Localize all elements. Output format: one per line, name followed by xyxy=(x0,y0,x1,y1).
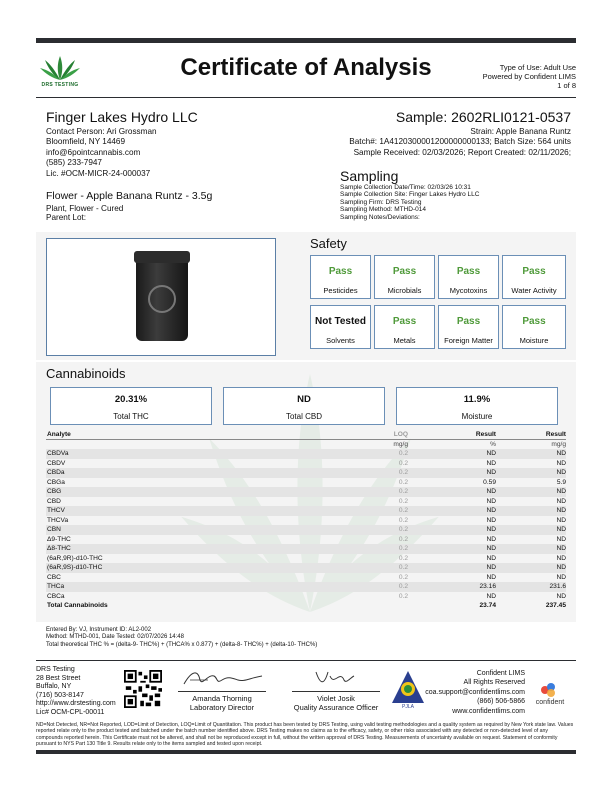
method-line: Method: MTHD-001, Date Tested: 02/07/2026 14:48 xyxy=(46,634,184,641)
loq-cell: 0.2 xyxy=(346,525,426,535)
sampling-info xyxy=(340,184,479,221)
conf-name: Confident LIMS xyxy=(476,670,525,677)
result-percent-cell: ND xyxy=(426,525,496,535)
safety-result: Not Tested xyxy=(315,316,366,327)
analyte-cell: CBDV xyxy=(47,459,66,467)
analyte-cell: CBN xyxy=(46,525,346,535)
result-percent-cell: ND xyxy=(426,544,496,554)
table-row xyxy=(46,582,566,592)
loq-cell: 0.2 xyxy=(346,582,426,592)
result-percent-cell: ND xyxy=(486,497,496,505)
analyte-cell: CBGa xyxy=(47,478,65,486)
client-license: Lic. #OCM-MICR-24-000037 xyxy=(46,168,151,178)
director-signature xyxy=(178,666,268,690)
logo-text: DRS TESTING xyxy=(41,82,79,88)
signer-name: Amanda Thorning xyxy=(192,694,252,703)
confident-logo-icon xyxy=(540,682,556,698)
signer-name: Violet Josik xyxy=(317,694,355,703)
loq-cell: 0.2 xyxy=(398,497,408,505)
page-title: Certificate of Analysis xyxy=(180,54,432,81)
result-mgg-cell: ND xyxy=(556,573,566,581)
summary-label: Total THC xyxy=(113,412,149,421)
result-mgg-cell: ND xyxy=(556,535,566,543)
analyte-cell: (6aR,9S)-d10-THC xyxy=(46,563,346,573)
signer-director xyxy=(170,694,274,712)
column-header: Analyte xyxy=(46,430,346,440)
contact-person: Contact Person: Ari Grossman xyxy=(46,127,157,136)
safety-test-microbials xyxy=(374,255,435,299)
loq-cell: 0.2 xyxy=(346,449,426,459)
safety-label: Microbials xyxy=(387,286,422,295)
loq-cell: 0.2 xyxy=(398,459,408,467)
lab-street: 28 Best Street xyxy=(36,674,81,682)
loq-cell: 0.2 xyxy=(398,573,408,581)
table-row xyxy=(46,592,566,602)
signer-title: Laboratory Director xyxy=(189,703,255,712)
product-image xyxy=(46,238,276,356)
result-mgg-cell: ND xyxy=(496,544,566,554)
result-percent-cell: ND xyxy=(486,592,496,600)
table-row xyxy=(46,563,566,573)
summary-moisture xyxy=(396,387,558,425)
footer-rule xyxy=(36,660,576,661)
pjla-accreditation-icon xyxy=(390,669,426,709)
summary-total-thc xyxy=(50,387,212,425)
analyte-cell: CBC xyxy=(47,573,61,581)
loq-cell: 0.2 xyxy=(398,592,408,600)
qr-code-icon[interactable] xyxy=(124,670,162,708)
unit-cell: mg/g xyxy=(393,441,408,448)
table-row xyxy=(46,497,566,507)
safety-result: Pass xyxy=(392,316,417,327)
result-mgg-cell: ND xyxy=(496,506,566,516)
analyte-cell: CBDVa xyxy=(46,449,346,459)
result-percent-cell: ND xyxy=(426,506,496,516)
loq-cell: 0.2 xyxy=(346,468,426,478)
lab-city: Buffalo, NY xyxy=(36,683,72,691)
lab-website[interactable]: http://www.drstesting.com xyxy=(36,700,116,708)
summary-value: 11.9% xyxy=(463,394,491,405)
client-phone: (585) 233-7947 xyxy=(46,158,102,168)
safety-label: Moisture xyxy=(519,336,549,345)
client-email: info@6pointcannabis.com xyxy=(46,147,141,157)
sampling-line: Sampling Notes/Deviations: xyxy=(340,213,420,221)
sampling-line: Sampling Firm: DRS Testing xyxy=(340,198,422,206)
table-row xyxy=(46,478,566,488)
result-percent-cell: 0.59 xyxy=(483,478,496,486)
lab-address xyxy=(36,666,116,718)
result-mgg-cell: 231.6 xyxy=(496,582,566,592)
result-percent-cell: ND xyxy=(486,573,496,581)
drs-leaf-logo xyxy=(36,54,84,84)
table-row xyxy=(46,544,566,554)
lab-phone: (716) 503-8147 xyxy=(36,691,84,699)
sampling-line: Sampling Method: MTHD-014 xyxy=(340,206,426,214)
analyte-cell: Δ8-THC xyxy=(46,544,346,554)
analyte-cell: (6aR,9R)-d10-THC xyxy=(47,554,103,562)
table-total-row xyxy=(46,601,566,611)
result-percent-cell: ND xyxy=(426,468,496,478)
safety-test-moisture xyxy=(502,305,566,349)
received-date: Sample Received: 02/03/2026; Report Created: 02/11/2026; xyxy=(353,147,571,157)
result-mgg-cell: ND xyxy=(496,449,566,459)
result-mgg-cell: ND xyxy=(496,487,566,497)
total-label: Total Cannabinoids xyxy=(47,602,108,610)
client-info xyxy=(46,127,157,179)
product-type: Plant, Flower - Cured xyxy=(46,204,124,213)
safety-test-foreign-matter xyxy=(438,305,499,349)
confident-info xyxy=(425,669,525,716)
loq-cell: 0.2 xyxy=(346,487,426,497)
safety-result: Pass xyxy=(456,316,481,327)
conf-rights: All Rights Reserved xyxy=(463,679,525,687)
summary-value: 20.31% xyxy=(114,394,148,405)
analyte-cell: Δ9-THC xyxy=(47,535,71,543)
result-percent-cell: ND xyxy=(486,535,496,543)
safety-result: Pass xyxy=(392,266,417,277)
disclaimer: ND=Not Detected, NR=Not Reported, LOD=Limit of Detection, LOQ=Limit of Quantitation. This product has been tested by DRS Testing, using valid testing methodologies and a quality system as required by New York state law. Values reported relate only to the product tested and batched under the batch number identified above. DRS Testing makes no claims as to the efficacy, safety, or other risks associated with any detected or non-detected level of any compounds reported herein. This Certificate must not be altered, and shall not be reproduced except in full, without the written approval of DRS Testing. Measurements of uncertainty available on request. Statement of conformity pursuant to NYS Part 130 Title 9. Results relate only to the items sampled and tested upon receipt. xyxy=(36,722,574,747)
analyte-cell: CBDa xyxy=(46,468,346,478)
conf-website[interactable]: www.confidentlims.com xyxy=(452,707,525,715)
page-number: 1 of 8 xyxy=(557,81,576,90)
safety-result: Pass xyxy=(522,316,546,327)
header-rule xyxy=(36,97,576,98)
summary-value: ND xyxy=(297,394,311,405)
loq-cell: 0.2 xyxy=(346,506,426,516)
lab-name: DRS Testing xyxy=(36,666,75,673)
safety-test-metals xyxy=(374,305,435,349)
table-row xyxy=(46,506,566,516)
loq-cell: 0.2 xyxy=(346,563,426,573)
jar-lid xyxy=(134,251,190,263)
jar-label-emblem xyxy=(148,285,176,313)
sampling-line: Sample Collection Date/Time: 02/03/26 10:31 xyxy=(340,184,471,191)
result-percent-cell: ND xyxy=(426,449,496,459)
safety-result: Pass xyxy=(328,266,353,277)
total-mgg: 237.45 xyxy=(545,602,566,610)
strain: Strain: Apple Banana Runtz xyxy=(470,127,571,136)
result-percent-cell: ND xyxy=(426,563,496,573)
entered-by: Entered By: VJ, Instrument ID: AL2-002 xyxy=(46,627,152,633)
result-percent-cell: ND xyxy=(426,487,496,497)
cannabinoids-title: Cannabinoids xyxy=(46,366,126,381)
confident-logo-text: confident xyxy=(535,699,565,706)
client-name: Finger Lakes Hydro LLC xyxy=(46,109,198,125)
table-row xyxy=(46,573,566,583)
safety-test-pesticides xyxy=(310,255,371,299)
result-mgg-cell: ND xyxy=(556,459,566,467)
safety-test-solvents xyxy=(310,305,371,349)
analyte-cell: THCVa xyxy=(47,516,69,524)
analyte-cell: CBG xyxy=(46,487,346,497)
loq-cell: 0.2 xyxy=(346,544,426,554)
analyte-cell: CBD xyxy=(47,497,61,505)
total-percent: 23.74 xyxy=(479,602,496,610)
parent-lot: Parent Lot: xyxy=(46,213,87,222)
safety-label: Foreign Matter xyxy=(444,336,493,345)
analyte-cell: CBCa xyxy=(47,592,65,600)
lab-license: Lic# OCM-CPL-00011 xyxy=(36,708,105,716)
result-percent-cell: ND xyxy=(486,554,496,562)
result-percent-cell: ND xyxy=(486,516,496,524)
table-row xyxy=(46,516,566,526)
client-city: Bloomfield, NY 14469 xyxy=(46,137,126,147)
total-loq xyxy=(346,601,426,611)
safety-label: Pesticides xyxy=(323,286,358,295)
batch: Batch#: 1A4120300001200000000133; Batch Size: 564 units xyxy=(349,137,571,147)
safety-result: Pass xyxy=(522,266,546,277)
result-mgg-cell: 5.9 xyxy=(556,478,566,486)
table-row xyxy=(46,487,566,497)
loq-cell: 0.2 xyxy=(398,478,408,486)
signer-title: Quality Assurance Officer xyxy=(293,703,379,712)
safety-test-water-activity xyxy=(502,255,566,299)
summary-total-cbd xyxy=(223,387,385,425)
table-header-row xyxy=(46,430,566,440)
result-mgg-cell: ND xyxy=(556,516,566,524)
unit-cell xyxy=(46,440,346,450)
safety-result: Pass xyxy=(456,266,481,277)
header-meta xyxy=(483,63,576,90)
result-mgg-cell: ND xyxy=(556,592,566,600)
loq-cell: 0.2 xyxy=(398,535,408,543)
signature-line xyxy=(178,691,266,692)
result-mgg-cell: ND xyxy=(556,497,566,505)
powered-by: Powered by Confident LIMS xyxy=(482,72,576,81)
conf-email[interactable]: coa.support@confidentlims.com xyxy=(425,688,525,696)
sample-info xyxy=(349,127,571,158)
summary-label: Total CBD xyxy=(285,412,322,421)
top-divider-bar xyxy=(36,38,576,43)
loq-cell: 0.2 xyxy=(398,516,408,524)
safety-label: Metals xyxy=(393,336,416,345)
product-name: Flower - Apple Banana Runtz - 3.5g xyxy=(46,190,213,202)
column-header: Result xyxy=(496,430,566,440)
safety-label: Solvents xyxy=(326,336,355,345)
type-of-use: Type of Use: Adult Use xyxy=(499,63,576,72)
product-info xyxy=(46,204,123,222)
result-mgg-cell: ND xyxy=(496,468,566,478)
safety-label: Water Activity xyxy=(511,286,557,295)
table-row xyxy=(46,525,566,535)
table-row xyxy=(46,449,566,459)
analyte-cell: THCa xyxy=(46,582,346,592)
table-units-row xyxy=(46,440,566,450)
column-header: LOQ xyxy=(346,430,426,440)
unit-cell: mg/g xyxy=(551,441,566,448)
result-percent-cell: 23.16 xyxy=(426,582,496,592)
table-row xyxy=(46,554,566,564)
result-mgg-cell: ND xyxy=(496,525,566,535)
sampling-title: Sampling xyxy=(340,168,399,184)
table-row xyxy=(46,459,566,469)
sampling-line: Sample Collection Site: Finger Lakes Hydro LLC xyxy=(340,191,480,199)
signer-qa xyxy=(280,694,392,712)
pjla-text: PJLA xyxy=(402,704,414,709)
unit-cell: % xyxy=(490,441,496,448)
qa-signature xyxy=(310,666,360,690)
sample-id: Sample: 2602RLI0121-0537 xyxy=(395,109,571,125)
table-row xyxy=(46,468,566,478)
test-notes xyxy=(46,627,317,649)
analyte-cell: THCV xyxy=(46,506,346,516)
signature-line xyxy=(292,691,380,692)
safety-label: Mycotoxins xyxy=(449,286,488,295)
result-mgg-cell: ND xyxy=(496,563,566,573)
summary-label: Moisture xyxy=(461,412,493,421)
safety-test-mycotoxins xyxy=(438,255,499,299)
loq-cell: 0.2 xyxy=(398,554,408,562)
thc-formula: Total theoretical THC % = (delta-9- THC%) + (THCA% x 0.877) + (delta-8- THC%) + (delta-10- THC%) xyxy=(46,641,318,648)
result-percent-cell: ND xyxy=(486,459,496,467)
conf-phone: (866) 506-5866 xyxy=(477,698,525,706)
cannabinoid-table xyxy=(46,430,566,611)
column-header: Result xyxy=(426,430,496,440)
safety-title: Safety xyxy=(310,236,347,251)
result-mgg-cell: ND xyxy=(556,554,566,562)
table-row xyxy=(46,535,566,545)
bottom-divider-bar xyxy=(36,750,576,754)
